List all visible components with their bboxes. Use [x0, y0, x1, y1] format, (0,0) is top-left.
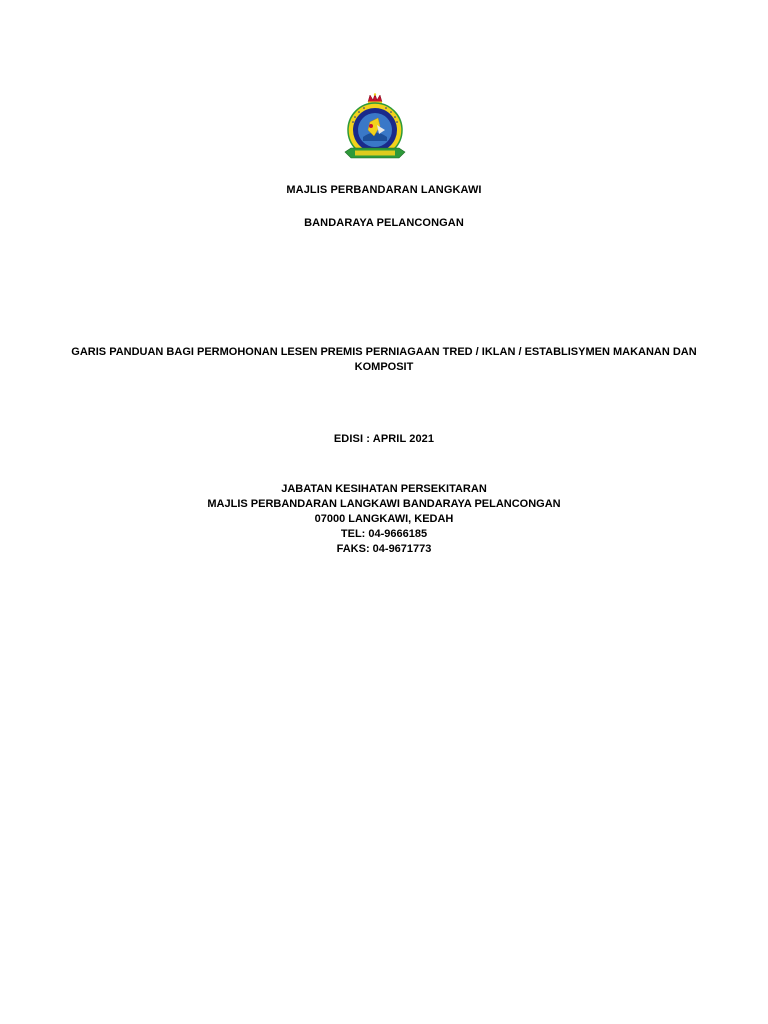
contact-block [0, 482, 768, 557]
org-subtitle: BANDARAYA PELANCONGAN [304, 217, 464, 229]
document-title-line-2: KOMPOSIT [354, 361, 414, 373]
postcode-city: 07000 LANGKAWI, KEDAH [314, 513, 454, 525]
fax-number: FAKS: 04-9671773 [336, 543, 432, 555]
org-name: MAJLIS PERBANDARAN LANGKAWI [286, 184, 482, 196]
council-name: MAJLIS PERBANDARAN LANGKAWI BANDARAYA PELANCONGAN [207, 498, 561, 510]
document-title-line-1: GARIS PANDUAN BAGI PERMOHONAN LESEN PREMIS PERNIAGAAN TRED / IKLAN / ESTABLISYMEN MAKANAN DAN [71, 346, 697, 358]
document-title [56, 345, 712, 375]
council-emblem-logo [337, 92, 413, 170]
edition-label: EDISI : APRIL 2021 [333, 433, 435, 445]
department-name: JABATAN KESIHATAN PERSEKITARAN [281, 483, 487, 495]
crown-icon [368, 93, 382, 103]
telephone-number: TEL: 04-9666185 [340, 528, 428, 540]
